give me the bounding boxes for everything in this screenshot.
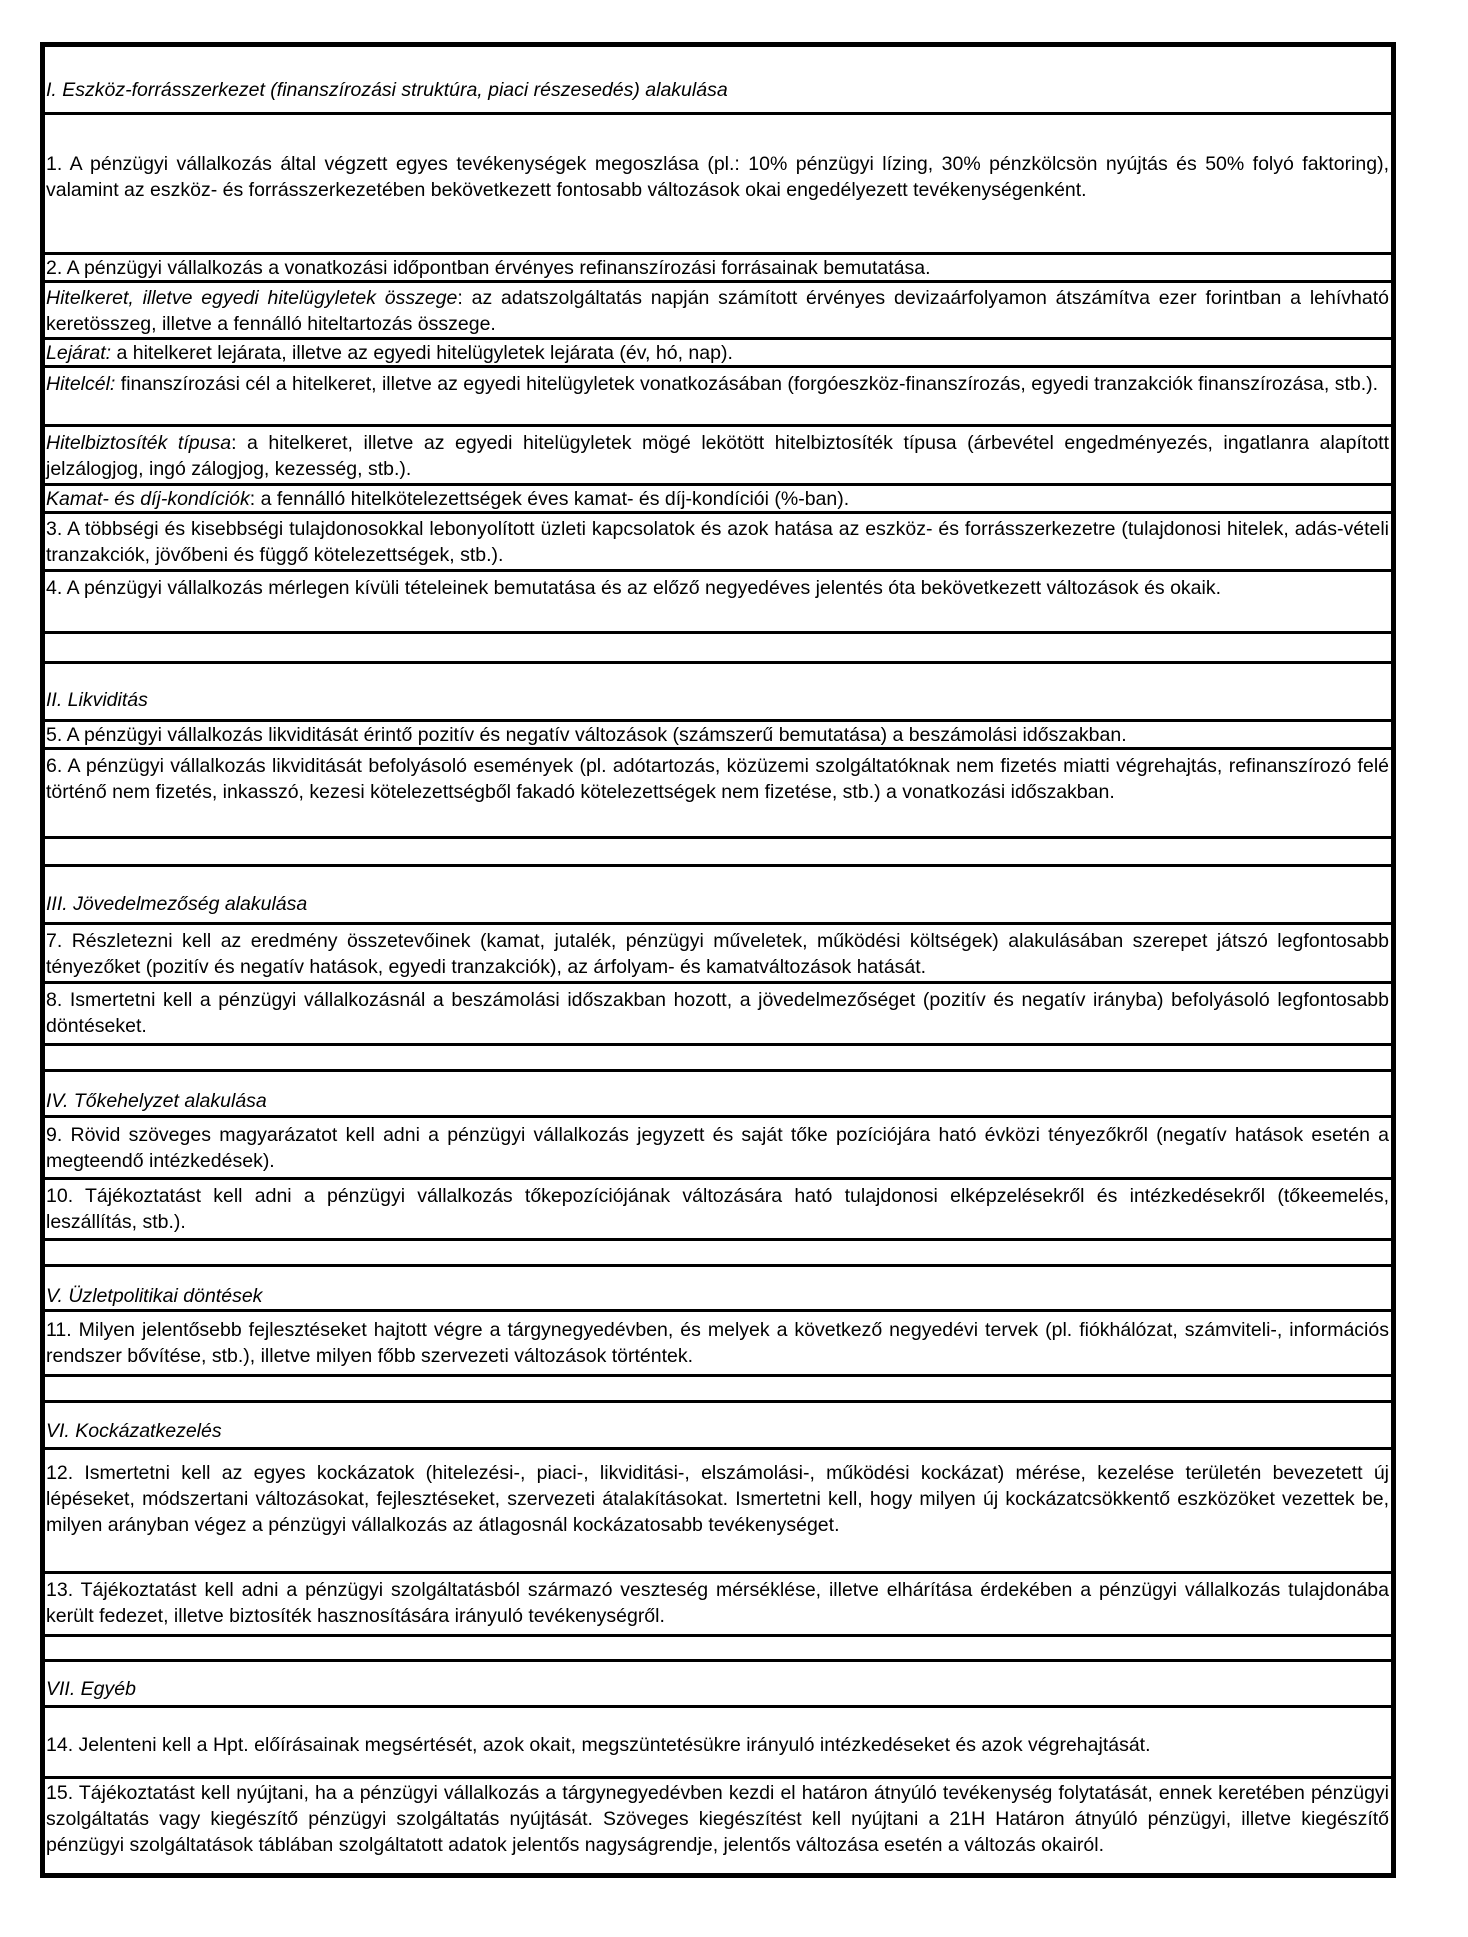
row-section-1-title bbox=[45, 47, 1391, 115]
report-table bbox=[40, 42, 1396, 1878]
section-title: IV. Tőkehelyzet alakulása bbox=[46, 1090, 267, 1112]
row-item-14 bbox=[45, 1708, 1391, 1779]
item-text: 4. A pénzügyi vállalkozás mérlegen kívüli tételeinek bemutatása és az előző negyedéves jelentés óta bekövetkezett változások és okaik. bbox=[46, 577, 1222, 599]
item-text: 15. Tájékoztatást kell nyújtani, ha a pénzügyi vállalkozás a tárgynegyedévben kezdi el határon átnyúló tevékenység folytatását, ennek keretében pénzügyi szolgáltatás vagy kiegészítő pénzügyi szolgáltatás nyújtását. Szöveges kiegészítést kell nyújtani a 21H Határon átnyúló pénzügyi, illetve kiegészítő pénzügyi szolgáltatások táblában szolgáltatott adatok jelentős nagyságrendje, jelentős változása esetén a változás okairól. bbox=[46, 1782, 1389, 1856]
item-text: 5. A pénzügyi vállalkozás likviditását érintő pozitív és negatív változások (számszerű bemutatása) a beszámolási időszakban. bbox=[46, 724, 1127, 746]
row-spacer bbox=[45, 1046, 1391, 1072]
row-item-3 bbox=[45, 514, 1391, 572]
row-item-6 bbox=[45, 750, 1391, 839]
definition-text bbox=[45, 486, 1391, 512]
item-text: 11. Milyen jelentősebb fejlesztéseket hajtott végre a tárgynegyedévben, és melyek a következő negyedévi tervek (pl. fiókhálózat, számviteli-, információs rendszer bővítése, stb.), illetve milyen főbb szervezeti változások történtek. bbox=[46, 1319, 1389, 1367]
row-section-7-title bbox=[45, 1662, 1391, 1708]
section-title: I. Eszköz-forrásszerkezet (finanszírozási struktúra, piaci részesedés) alakulása bbox=[46, 79, 728, 101]
item-text: 12. Ismertetni kell az egyes kockázatok (hitelezési-, piaci-, likviditási-, elszámolási-, működési kockázat) mérése, kezelése területén bevezetett új lépéseket, módszertani változásokat, fejlesztéseket, szervezeti átalakításokat. Ismertetni kell, hogy milyen új kockázatcsökkentő eszközöket vezettek be, milyen arányban végez a pénzügyi vállalkozás az átlagosnál kockázatosabb tevékenységet. bbox=[46, 1462, 1389, 1536]
item-text: 13. Tájékoztatást kell adni a pénzügyi szolgáltatásból származó veszteség mérséklése, illetve elhárítása érdekében a pénzügyi vállalkozás tulajdonába került fedezet, illetve biztosíték hasznosítására irányuló tevékenységről. bbox=[46, 1579, 1389, 1627]
row-section-6-title bbox=[45, 1403, 1391, 1450]
item-text: 7. Részletezni kell az eredmény összetevőinek (kamat, jutalék, pénzügyi műveletek, működési költségek) alakulásában szerepet játszó legfontosabb tényezőket (pozitív és negatív hatások, egyedi tranzakciók), az árfolyam- és kamatváltozások hatását. bbox=[46, 930, 1389, 978]
row-spacer bbox=[45, 1377, 1391, 1403]
section-title: III. Jövedelmezőség alakulása bbox=[46, 893, 308, 915]
row-section-5-title bbox=[45, 1267, 1391, 1312]
row-item-13 bbox=[45, 1574, 1391, 1637]
row-item-1 bbox=[45, 115, 1391, 255]
definition-body: : az adatszolgáltatás napján számított érvényes devizaárfolyamon átszámítva ezer forintban a lehívható keretösszeg, illetve a fennálló hiteltartozás összege. bbox=[46, 287, 1389, 335]
row-item-7 bbox=[45, 925, 1391, 984]
row-item-12 bbox=[45, 1450, 1391, 1574]
row-item-5 bbox=[45, 722, 1391, 750]
row-hitelkeret bbox=[45, 283, 1391, 340]
row-section-4-title bbox=[45, 1072, 1391, 1118]
definition-text bbox=[45, 340, 1391, 366]
row-item-10 bbox=[45, 1180, 1391, 1241]
definition-label: Hitelcél: bbox=[46, 373, 116, 395]
row-spacer bbox=[45, 1637, 1391, 1662]
row-section-3-title bbox=[45, 867, 1391, 925]
row-hitelcel bbox=[45, 368, 1391, 427]
definition-label: Kamat- és díj-kondíciók bbox=[46, 488, 250, 510]
row-hitelbiztositek bbox=[45, 427, 1391, 486]
item-text: 8. Ismertetni kell a pénzügyi vállalkozásnál a beszámolási időszakban hozott, a jövedelmezőséget (pozitív és negatív irányba) befolyásoló legfontosabb döntéseket. bbox=[46, 989, 1389, 1037]
item-text: 1. A pénzügyi vállalkozás által végzett egyes tevékenységek megoszlása (pl.: 10% pénzügyi lízing, 30% pénzkölcsön nyújtás és 50% folyó faktoring), valamint az eszköz- és forrásszerkezetében bekövetkezett fontosabb változások okai engedélyezett tevékenységenként. bbox=[46, 153, 1389, 201]
definition-body: : a hitelkeret, illetve az egyedi hitelügyletek mögé lekötött hitelbiztosíték típusa (árbevétel engedményezés, ingatlanra alapított jelzálogjog, ingó zálogjog, kezesség, stb.). bbox=[46, 432, 1390, 480]
section-title: II. Likviditás bbox=[46, 689, 148, 711]
definition-body: finanszírozási cél a hitelkeret, illetve az egyedi hitelügyletek vonatkozásában (forgóeszköz-finanszírozás, egyedi tranzakciók finanszírozása, stb.). bbox=[115, 373, 1379, 395]
definition-body: : a fennálló hitelkötelezettségek éves kamat- és díj-kondíciói (%-ban). bbox=[249, 488, 850, 510]
definition-text bbox=[45, 427, 1391, 482]
section-title: VII. Egyéb bbox=[46, 1678, 136, 1700]
definition-text bbox=[45, 283, 1391, 337]
section-title: VI. Kockázatkezelés bbox=[46, 1420, 222, 1442]
definition-label: Hitelbiztosíték típusa bbox=[46, 432, 232, 454]
item-text: 14. Jelenteni kell a Hpt. előírásainak megsértését, azok okait, megszüntetésükre irányuló intézkedéseket és azok végrehajtását. bbox=[46, 1734, 1151, 1756]
row-spacer bbox=[45, 839, 1391, 867]
row-item-15 bbox=[45, 1779, 1391, 1878]
row-item-8 bbox=[45, 984, 1391, 1046]
item-text: 10. Tájékoztatást kell adni a pénzügyi vállalkozás tőkepozíciójának változására ható tulajdonosi elképzelésekről és intézkedésekről (tőkeemelés, leszállítás, stb.). bbox=[46, 1185, 1389, 1233]
row-kamat bbox=[45, 486, 1391, 514]
section-title: V. Üzletpolitikai döntések bbox=[46, 1285, 263, 1307]
item-text: 2. A pénzügyi vállalkozás a vonatkozási időpontban érvényes refinanszírozási forrásainak bemutatása. bbox=[46, 257, 931, 279]
row-item-4 bbox=[45, 572, 1391, 634]
row-spacer bbox=[45, 634, 1391, 664]
definition-body: a hitelkeret lejárata, illetve az egyedi hitelügyletek lejárata (év, hó, nap). bbox=[111, 342, 733, 364]
item-text: 9. Rövid szöveges magyarázatot kell adni a pénzügyi vállalkozás jegyzett és saját tőke pozíciójára ható évközi tényezőkről (negatív hatások esetén a megteendő intézkedések). bbox=[46, 1124, 1389, 1172]
row-item-2 bbox=[45, 255, 1391, 283]
row-spacer bbox=[45, 1241, 1391, 1267]
row-lejarat bbox=[45, 340, 1391, 368]
item-text: 3. A többségi és kisebbségi tulajdonosokkal lebonyolított üzleti kapcsolatok és azok hatása az eszköz- és forrásszerkezetre (tulajdonosi hitelek, adás-vételi tranzakciók, jövőbeni és függő kötelezettségek, stb.). bbox=[46, 518, 1389, 566]
row-item-11 bbox=[45, 1312, 1391, 1377]
item-text: 6. A pénzügyi vállalkozás likviditását befolyásoló események (pl. adótartozás, közüzemi szolgáltatóknak nem fizetés miatti végrehajtás, refinanszírozó felé történő nem fizetés, inkasszó, kezesi kötelezettségből fakadó kötelezettségek nem fizetése, stb.) a vonatkozási időszakban. bbox=[46, 755, 1389, 803]
definition-text bbox=[45, 368, 1391, 397]
definition-label: Hitelkeret, illetve egyedi hitelügyletek összege bbox=[46, 287, 458, 309]
row-item-9 bbox=[45, 1118, 1391, 1180]
row-section-2-title bbox=[45, 664, 1391, 722]
definition-label: Lejárat: bbox=[46, 342, 112, 364]
